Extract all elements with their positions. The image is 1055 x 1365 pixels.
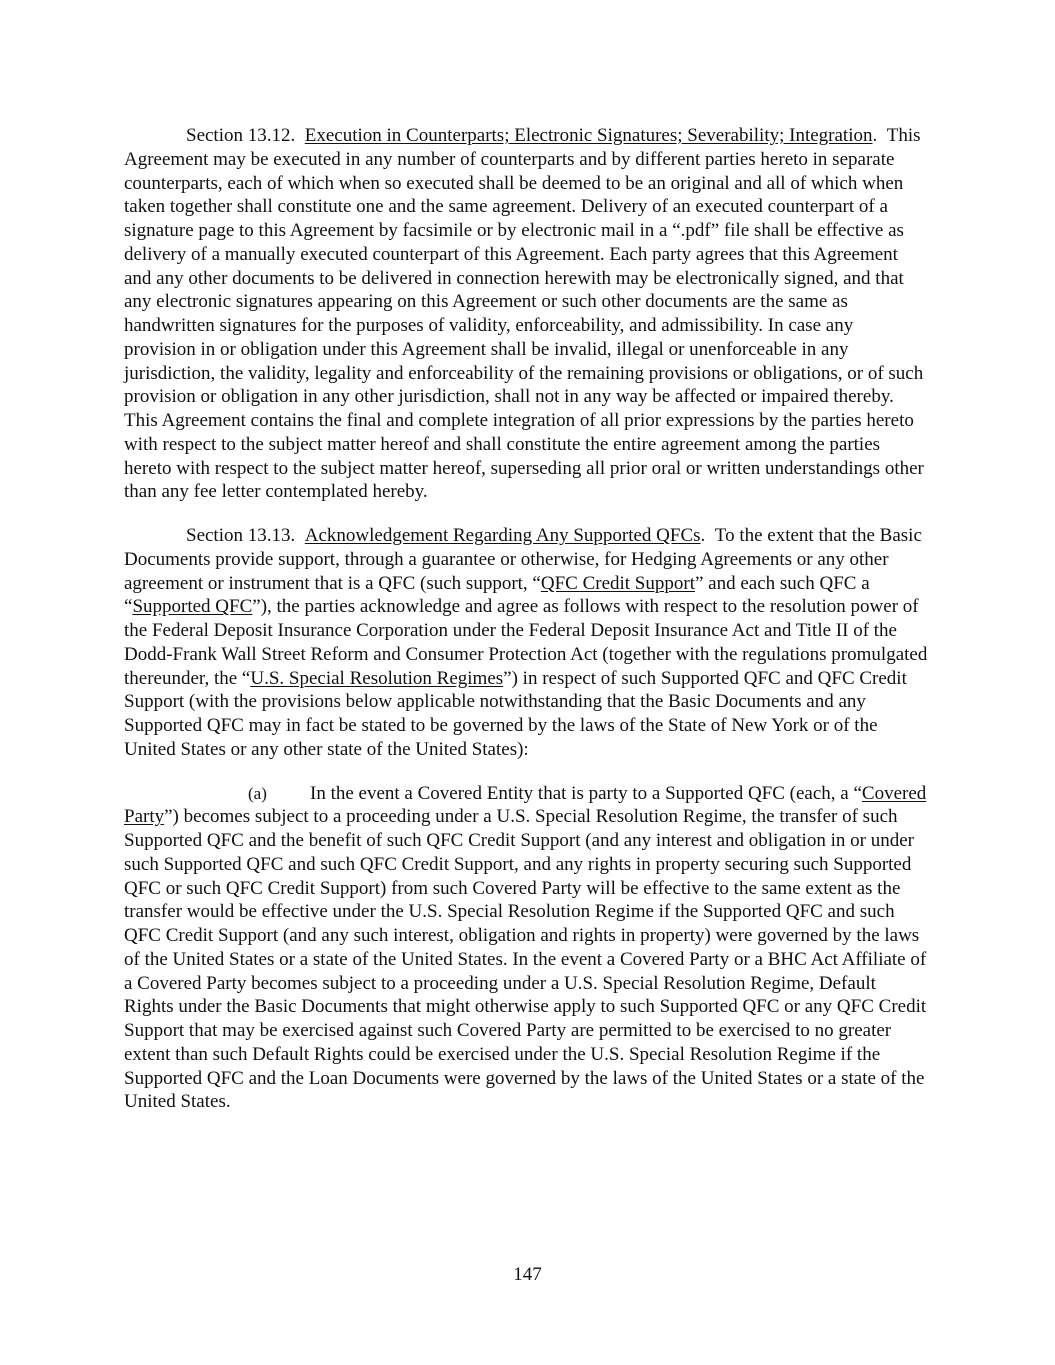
defined-term: QFC Credit Support [540, 572, 695, 594]
subsection-a [124, 782, 928, 1115]
document-page [124, 124, 928, 1134]
subsection-body-part: In the event a Covered Entity that is party to a Supported QFC (each, a “ [310, 782, 862, 804]
section-body-part: ”) in respect of such Supported QFC and QFC Credit Support (with the provisions below applicable notwithstanding that the Basic Documents and any Supported QFC may in fact be stated to be governed by the laws of the State of New York or of the United States or any other state of the United States): [124, 667, 907, 760]
section-13-12: Section 13.12. Execution in Counterparts; Electronic Signatures; Severability; Integration. This Agreement may be executed in any number of counterparts and by different parties hereto in separate counterparts, each of which when so executed shall be deemed to be an original and all of which when taken together shall constitute one and the same agreement. Delivery of an executed counterpart of a signature page to this Agreement by facsimile or by electronic mail in a “.pdf” file shall be effective as delivery of a manually executed counterpart of this Agreement. Each party agrees that this Agreement and any other documents to be delivered in connection herewith may be electronically signed, and that any electronic signatures appearing on this Agreement or such other documents are the same as handwritten signatures for the purposes of validity, enforceability, and admissibility. In case any provision in or obligation under this Agreement shall be invalid, illegal or unenforceable in any jurisdiction, the validity, legality and enforceability of the remaining provisions or obligations, or of such provision or obligation in any other jurisdiction, shall not in any way be affected or impaired thereby. This Agreement contains the final and complete integration of all prior expressions by the parties hereto with respect to the subject matter hereof and shall constitute the entire agreement among the parties hereto with respect to the subject matter hereof, superseding all prior oral or written understandings other than any fee letter contemplated hereby. [124, 125, 924, 503]
section-body-part: ” and each such QFC a “ [124, 572, 870, 618]
defined-term: U.S. Special Resolution Regimes [250, 667, 504, 689]
subsection-body-part: ”) becomes subject to a proceeding under a U.S. Special Resolution Regime, the transfer of such Supported QFC and the benefit of such QFC Credit Support (and any interest and obligation in or under such Supported QFC and such QFC Credit Support, and any rights in property securing such Supported QFC or such QFC Credit Support) from such Covered Party will be effective to the same extent as the transfer would be effective under the U.S. Special Resolution Regime if the Supported QFC and such QFC Credit Support (and any such interest, obligation and rights in property) were governed by the laws of the United States or a state of the United States. In the event a Covered Party or a BHC Act Affiliate of a Covered Party becomes subject to a proceeding under a U.S. Special Resolution Regime, Default Rights under the Basic Documents that might otherwise apply to such Supported QFC or any QFC Credit Support that may be exercised against such Covered Party are permitted to be exercised to no greater extent than such Default Rights could be exercised under the U.S. Special Resolution Regime if the Supported QFC and the Loan Documents were governed by the laws of the United States or a state of the United States. [124, 806, 927, 1113]
section-heading: Execution in Counterparts; Electronic Signatures; Severability; Integration [304, 125, 873, 146]
section-13-13: Section 13.13. Acknowledgement Regarding Any Supported QFCs. To the extent that the Basic Documents provide support, through a guarantee or otherwise, for Hedging Agreements or any other agreement or instrument that is a QFC (such support, “QFC Credit Support” and each such QFC a “Supported QFC”), the parties acknowledge and agree as follows with respect to the resolution power of the Federal Deposit Insurance Corporation under the Federal Deposit Insurance Act and Title II of the Dodd-Frank Wall Street Reform and Consumer Protection Act (together with the regulations promulgated thereunder, the “U.S. Special Resolution Regimes”) in respect of such Supported QFC and QFC Credit Support (with the provisions below applicable notwithstanding that the Basic Documents and any Supported QFC may in fact be stated to be governed by the laws of the State of New York or of the United States or any other state of the United States): [124, 525, 928, 760]
subsection-label: (a) [248, 783, 267, 803]
defined-term: Supported QFC [132, 596, 253, 618]
page-number: 147 [513, 1264, 542, 1285]
defined-term: Covered Party [124, 782, 927, 828]
section-body: This Agreement may be executed in any number of counterparts and by different parties hereto in separate counterparts, each of which when so executed shall be deemed to be an original and all of which when taken together shall constitute one and the same agreement. Delivery of an executed counterpart of a signature page to this Agreement by facsimile or by electronic mail in a “.pdf” file shall be effective as delivery of a manually executed counterpart of this Agreement. Each party agrees that this Agreement and any other documents to be delivered in connection herewith may be electronically signed, and that any electronic signatures appearing on this Agreement or such other documents are the same as handwritten signatures for the purposes of validity, enforceability, and admissibility. In case any provision in or obligation under this Agreement shall be invalid, illegal or unenforceable in any jurisdiction, the validity, legality and enforceability of the remaining provisions or obligations, or of such provision or obligation in any other jurisdiction, shall not in any way be affected or impaired thereby. This Agreement contains the final and complete integration of all prior expressions by the parties hereto with respect to the subject matter hereof and shall constitute the entire agreement among the parties hereto with respect to the subject matter hereof, superseding all prior oral or written understandings other than any fee letter contemplated hereby. [124, 125, 924, 503]
section-number: Section 13.13. [186, 525, 296, 546]
section-number: Section 13.12. [186, 125, 296, 146]
section-body-part: ”), the parties acknowledge and agree as follows with respect to the resolution power of the Federal Deposit Insurance Corporation under the Federal Deposit Insurance Act and Title II of the Dodd-Frank Wall Street Reform and Consumer Protection Act (together with the regulations promulgated thereunder, the “ [124, 596, 928, 689]
section-body-part: To the extent that the Basic Documents provide support, through a guarantee or otherwise, for Hedging Agreements or any other agreement or instrument that is a QFC (such support, “ [124, 525, 922, 594]
section-heading: Acknowledgement Regarding Any Supported QFCs [304, 525, 701, 546]
